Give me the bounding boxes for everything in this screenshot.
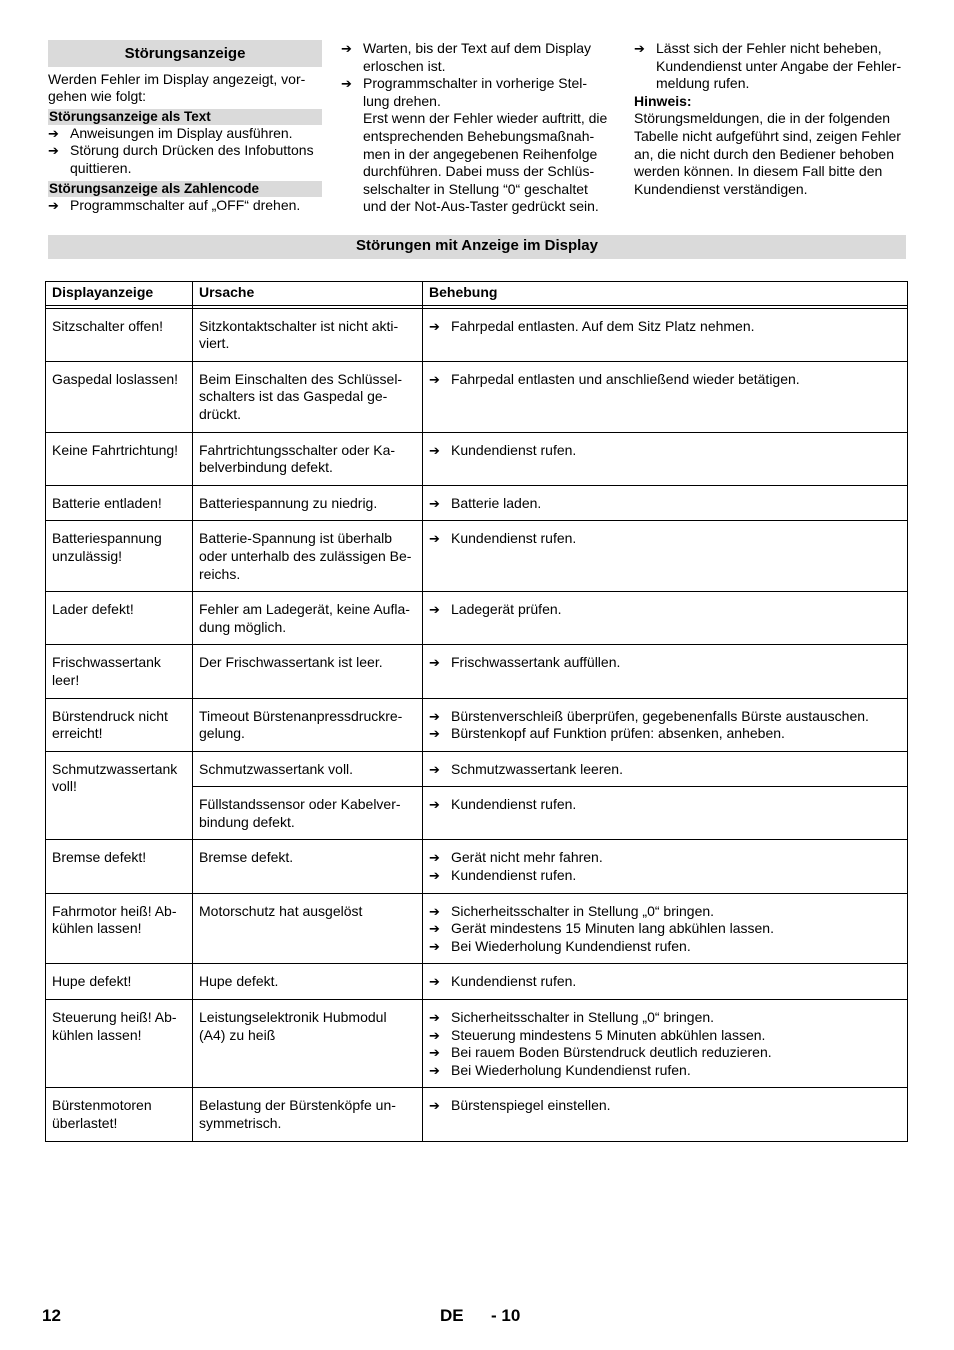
display-message-cell: Fahrmotor heiß! Ab-kühlen lassen! bbox=[46, 893, 193, 964]
intro-text: Werden Fehler im Display angezeigt, vor-gehen wie folgt: bbox=[48, 70, 306, 105]
list-item bbox=[341, 75, 613, 110]
table-row bbox=[46, 308, 908, 361]
display-message-cell: Sitzschalter offen! bbox=[46, 308, 193, 361]
arrow-icon: ➔ bbox=[429, 531, 440, 547]
table-row bbox=[46, 432, 908, 485]
arrow-icon: ➔ bbox=[429, 938, 440, 954]
remedy-step-text: Kundendienst rufen. bbox=[451, 530, 577, 547]
list-item bbox=[341, 40, 613, 75]
remedy-step-text: Fahrpedal entlasten. Auf dem Sitz Platz nehmen. bbox=[451, 317, 755, 334]
arrow-icon: ➔ bbox=[48, 143, 59, 159]
list-item-text: Anweisungen im Display ausführen. bbox=[70, 124, 293, 141]
display-message-cell: Gaspedal loslassen! bbox=[46, 361, 193, 432]
cause-cell: Bremse defekt. bbox=[193, 840, 423, 893]
remedy-step-text: Gerät mindestens 15 Minuten lang abkühlen lassen. bbox=[451, 920, 774, 937]
cause-cell: Motorschutz hat ausgelöst bbox=[193, 893, 423, 964]
remedy-step bbox=[429, 708, 901, 726]
table-row bbox=[46, 698, 908, 751]
remedy-step-text: Batterie laden. bbox=[451, 494, 542, 511]
cause-cell: Schmutzwassertank voll. bbox=[193, 751, 423, 787]
display-message-cell: Batterie entladen! bbox=[46, 485, 193, 521]
remedy-step-text: Gerät nicht mehr fahren. bbox=[451, 849, 603, 866]
remedy-cell bbox=[423, 893, 908, 964]
arrow-icon: ➔ bbox=[429, 1010, 440, 1026]
table-header-row bbox=[46, 282, 908, 306]
remedy-cell bbox=[423, 787, 908, 840]
remedy-cell bbox=[423, 361, 908, 432]
arrow-icon: ➔ bbox=[429, 602, 440, 618]
language-code: DE bbox=[440, 1306, 464, 1325]
remedy-step bbox=[429, 601, 901, 619]
display-message-cell: Batteriespannung unzulässig! bbox=[46, 521, 193, 592]
sub-page-number: - 10 bbox=[491, 1306, 521, 1325]
section-heading-stoerungsanzeige: Störungsanzeige bbox=[48, 40, 322, 67]
remedy-step bbox=[429, 371, 901, 389]
remedy-step bbox=[429, 796, 901, 814]
note-label: Hinweis: bbox=[634, 92, 692, 109]
arrow-icon: ➔ bbox=[429, 318, 440, 334]
display-message-cell: Bürstendruck nicht erreicht! bbox=[46, 698, 193, 751]
display-message-cell: Hupe defekt! bbox=[46, 964, 193, 1000]
note-text: Störungsmeldungen, die in der folgenden Tabelle nicht aufgeführt sind, zeigen Fehler an, die nicht durch den Bediener behoben werden können. In diesem Fall bitte den Kundendienst verständigen. bbox=[634, 110, 901, 197]
arrow-icon: ➔ bbox=[429, 1062, 440, 1078]
remedy-step-text: Kundendienst rufen. bbox=[451, 796, 577, 813]
remedy-step-text: Steuerung mindestens 5 Minuten abkühlen lassen. bbox=[451, 1026, 766, 1043]
arrow-icon: ➔ bbox=[429, 655, 440, 671]
header-display: Displayanzeige bbox=[46, 282, 193, 306]
arrow-icon: ➔ bbox=[341, 76, 352, 92]
table-row bbox=[46, 592, 908, 645]
remedy-step bbox=[429, 530, 901, 548]
table-row bbox=[46, 964, 908, 1000]
arrow-icon: ➔ bbox=[429, 726, 440, 742]
remedy-step bbox=[429, 654, 901, 672]
cause-cell: Batterie-Spannung ist überhalb oder unterhalb des zulässigen Be-reichs. bbox=[193, 521, 423, 592]
remedy-step bbox=[429, 495, 901, 513]
arrow-icon: ➔ bbox=[341, 41, 352, 56]
table-row bbox=[46, 751, 908, 787]
cause-cell: Füllstandssensor oder Kabelver-bindung defekt. bbox=[193, 787, 423, 840]
arrow-icon: ➔ bbox=[429, 1098, 440, 1114]
display-message-cell: Keine Fahrtrichtung! bbox=[46, 432, 193, 485]
remedy-step-text: Bürstenspiegel einstellen. bbox=[451, 1097, 611, 1114]
middle-paragraph bbox=[341, 110, 613, 216]
repeat-instructions-text: Erst wenn der Fehler wieder auftritt, die entsprechenden Behebungsmaßnah-men in der angegebenen Reihenfolge durchführen. Dabei muss der Schlüs-selschalter in Stellung “0“ geschaltet und der Not-Aus-Taster gedrückt sein. bbox=[363, 110, 608, 215]
display-message-cell: Bremse defekt! bbox=[46, 840, 193, 893]
column-left bbox=[48, 40, 322, 214]
remedy-step-text: Sicherheitsschalter in Stellung „0“ bringen. bbox=[451, 902, 715, 919]
remedy-step-text: Fahrpedal entlasten und anschließend wieder betätigen. bbox=[451, 370, 800, 387]
arrow-icon: ➔ bbox=[48, 197, 59, 213]
remedy-step bbox=[429, 1044, 901, 1062]
remedy-step bbox=[429, 920, 901, 938]
header-remedy: Behebung bbox=[423, 282, 908, 306]
arrow-icon: ➔ bbox=[429, 708, 440, 724]
remedy-step bbox=[429, 442, 901, 460]
header-cause: Ursache bbox=[193, 282, 423, 306]
arrow-icon: ➔ bbox=[429, 1045, 440, 1061]
remedy-step-text: Bei rauem Boden Bürstendruck deutlich reduzieren. bbox=[451, 1044, 772, 1061]
remedy-cell bbox=[423, 645, 908, 698]
remedy-cell bbox=[423, 592, 908, 645]
cause-cell: Sitzkontaktschalter ist nicht akti-viert. bbox=[193, 308, 423, 361]
table-row bbox=[46, 361, 908, 432]
remedy-cell bbox=[423, 1000, 908, 1088]
remedy-cell bbox=[423, 964, 908, 1000]
remedy-step-text: Bei Wiederholung Kundendienst rufen. bbox=[451, 1061, 691, 1078]
arrow-icon: ➔ bbox=[429, 921, 440, 937]
arrow-icon: ➔ bbox=[429, 850, 440, 866]
remedy-cell bbox=[423, 840, 908, 893]
remedy-cell bbox=[423, 1088, 908, 1141]
arrow-icon: ➔ bbox=[429, 974, 440, 990]
remedy-cell bbox=[423, 308, 908, 361]
fault-table bbox=[45, 281, 908, 1142]
cause-cell: Leistungselektronik Hubmodul (A4) zu heiß bbox=[193, 1000, 423, 1088]
code-display-steps bbox=[48, 197, 322, 215]
remedy-step-text: Frischwassertank auffüllen. bbox=[451, 654, 621, 671]
table-body bbox=[46, 305, 908, 1141]
remedy-step bbox=[429, 938, 901, 956]
arrow-icon: ➔ bbox=[429, 495, 440, 511]
remedy-cell bbox=[423, 485, 908, 521]
list-item bbox=[48, 197, 322, 215]
page-number: 12 bbox=[42, 1306, 61, 1325]
arrow-icon: ➔ bbox=[48, 125, 59, 141]
remedy-step bbox=[429, 1097, 901, 1115]
list-item-text: Programmschalter auf „OFF“ drehen. bbox=[70, 196, 301, 213]
remedy-step-text: Ladegerät prüfen. bbox=[451, 601, 562, 618]
right-steps bbox=[634, 40, 908, 93]
arrow-icon: ➔ bbox=[429, 371, 440, 387]
display-message-cell: Lader defekt! bbox=[46, 592, 193, 645]
remedy-step-text: Schmutzwassertank leeren. bbox=[451, 760, 623, 777]
column-right bbox=[634, 40, 908, 198]
list-item bbox=[48, 142, 322, 177]
subheading-code-display: Störungsanzeige als Zahlencode bbox=[48, 181, 322, 197]
list-item-text: Lässt sich der Fehler nicht beheben, Kundendienst unter Angabe der Fehler-meldung rufen. bbox=[656, 40, 902, 92]
remedy-step-text: Bürstenkopf auf Funktion prüfen: absenken, anheben. bbox=[451, 725, 785, 742]
arrow-icon: ➔ bbox=[429, 797, 440, 813]
column-middle bbox=[341, 40, 613, 216]
cause-cell: Der Frischwassertank ist leer. bbox=[193, 645, 423, 698]
remedy-cell bbox=[423, 521, 908, 592]
table-row bbox=[46, 645, 908, 698]
table-row bbox=[46, 1088, 908, 1141]
display-message-cell: Bürstenmotoren überlastet! bbox=[46, 1088, 193, 1141]
remedy-step-text: Kundendienst rufen. bbox=[451, 973, 577, 990]
remedy-step bbox=[429, 973, 901, 991]
cause-cell: Fehler am Ladegerät, keine Aufla-dung möglich. bbox=[193, 592, 423, 645]
table-row bbox=[46, 521, 908, 592]
remedy-step bbox=[429, 867, 901, 885]
arrow-icon: ➔ bbox=[429, 1027, 440, 1043]
display-message-cell: Steuerung heiß! Ab-kühlen lassen! bbox=[46, 1000, 193, 1088]
cause-cell: Beim Einschalten des Schlüssel-schalters ist das Gaspedal ge-drückt. bbox=[193, 361, 423, 432]
arrow-icon: ➔ bbox=[429, 761, 440, 777]
remedy-step bbox=[429, 1009, 901, 1027]
table-section-title: Störungen mit Anzeige im Display bbox=[48, 235, 906, 259]
list-item bbox=[634, 40, 908, 93]
remedy-step-text: Kundendienst rufen. bbox=[451, 867, 577, 884]
display-message-cell: Frischwassertank leer! bbox=[46, 645, 193, 698]
arrow-icon: ➔ bbox=[429, 868, 440, 884]
cause-cell: Batteriespannung zu niedrig. bbox=[193, 485, 423, 521]
remedy-step bbox=[429, 725, 901, 743]
remedy-cell bbox=[423, 432, 908, 485]
middle-steps bbox=[341, 40, 613, 110]
remedy-step-text: Kundendienst rufen. bbox=[451, 441, 577, 458]
cause-cell: Hupe defekt. bbox=[193, 964, 423, 1000]
remedy-cell bbox=[423, 751, 908, 787]
arrow-icon: ➔ bbox=[429, 442, 440, 458]
arrow-icon: ➔ bbox=[634, 41, 645, 56]
subheading-text-display: Störungsanzeige als Text bbox=[48, 109, 322, 125]
list-item-text: Programmschalter in vorherige Stel-lung drehen. bbox=[363, 75, 588, 109]
text-display-steps bbox=[48, 125, 322, 178]
list-item bbox=[48, 125, 322, 143]
remedy-step bbox=[429, 318, 901, 336]
list-item-text: Störung durch Drücken des Infobuttons quittieren. bbox=[70, 142, 314, 176]
table-row bbox=[46, 840, 908, 893]
remedy-step bbox=[429, 903, 901, 921]
table-row bbox=[46, 1000, 908, 1088]
cause-cell: Belastung der Bürstenköpfe un-symmetrisch. bbox=[193, 1088, 423, 1141]
remedy-step bbox=[429, 849, 901, 867]
remedy-step-text: Bei Wiederholung Kundendienst rufen. bbox=[451, 937, 691, 954]
remedy-step-text: Sicherheitsschalter in Stellung „0“ bringen. bbox=[451, 1009, 715, 1026]
cause-cell: Fahrtrichtungsschalter oder Ka-belverbindung defekt. bbox=[193, 432, 423, 485]
cause-cell: Timeout Bürstenanpressdruckre-gelung. bbox=[193, 698, 423, 751]
remedy-cell bbox=[423, 698, 908, 751]
remedy-step bbox=[429, 1062, 901, 1080]
list-item-text: Warten, bis der Text auf dem Display erloschen ist. bbox=[363, 40, 591, 74]
remedy-step-text: Bürstenverschleiß überprüfen, gegebenenfalls Bürste austauschen. bbox=[451, 707, 869, 724]
remedy-step bbox=[429, 761, 901, 779]
display-message-cell: Schmutzwassertank voll! bbox=[46, 751, 193, 840]
remedy-step bbox=[429, 1027, 901, 1045]
table-row bbox=[46, 893, 908, 964]
table-row bbox=[46, 485, 908, 521]
arrow-icon: ➔ bbox=[429, 903, 440, 919]
